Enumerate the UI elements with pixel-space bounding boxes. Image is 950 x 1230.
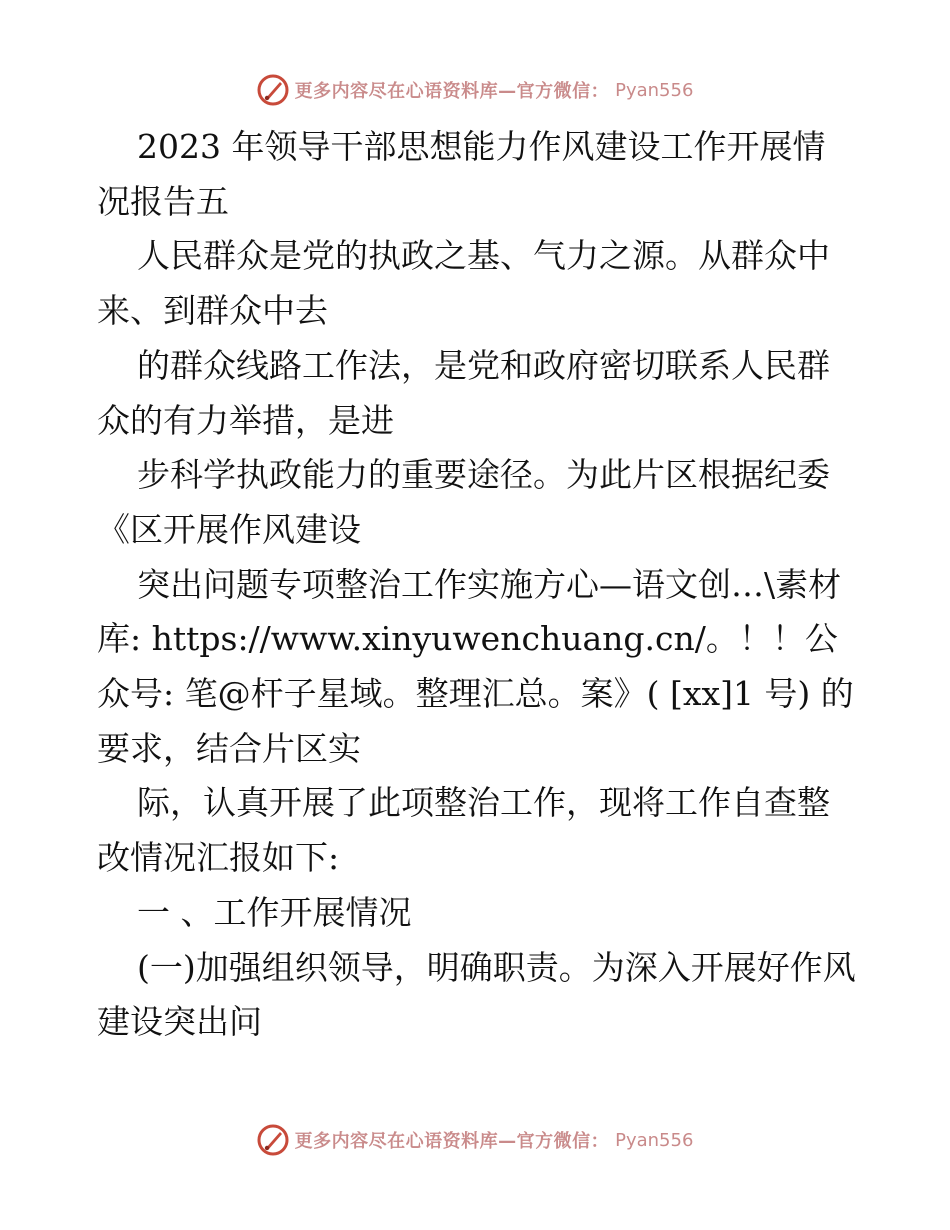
- document-title: 2023 年领导干部思想能力作风建设工作开展情况报告五: [97, 127, 826, 221]
- watermark-text: 更多内容尽在心语资料库—官方微信：: [294, 81, 610, 102]
- paragraph: 际，认真开展了此项整治工作，现将工作自查整改情况汇报如下:: [97, 783, 830, 878]
- quill-logo-icon: [257, 1124, 289, 1156]
- footer-watermark: [0, 1120, 950, 1160]
- watermark-contact: Pyan556: [615, 79, 694, 101]
- paragraph: 的群众线路工作法，是党和政府密切联系人民群众的有力举措，是进: [97, 345, 830, 440]
- watermark-contact: Pyan556: [615, 1129, 694, 1151]
- header-watermark: [0, 70, 950, 110]
- section-heading: 一 、工作开展情况: [137, 892, 412, 932]
- paragraph: 人民群众是党的执政之基、气力之源。从群众中来、到群众中去: [97, 236, 830, 331]
- paragraph: 突出问题专项整治工作实施方心—语文创…\素材库: https://www.xinyuwenchuang.cn/。！！公众号: 笔@杆子星域。整理汇总。案》( [xx]1 号) 的要求，结合片区实: [97, 564, 854, 768]
- watermark-text: 更多内容尽在心语资料库—官方微信：: [294, 1131, 610, 1152]
- paragraph: 步科学执政能力的重要途径。为此片区根据纪委《区开展作风建设: [97, 455, 830, 549]
- paragraph: (一)加强组织领导，明确职责。为深入开展好作风建设突出问: [97, 947, 856, 1042]
- quill-logo-icon: [257, 74, 289, 106]
- document-body: [97, 120, 857, 1050]
